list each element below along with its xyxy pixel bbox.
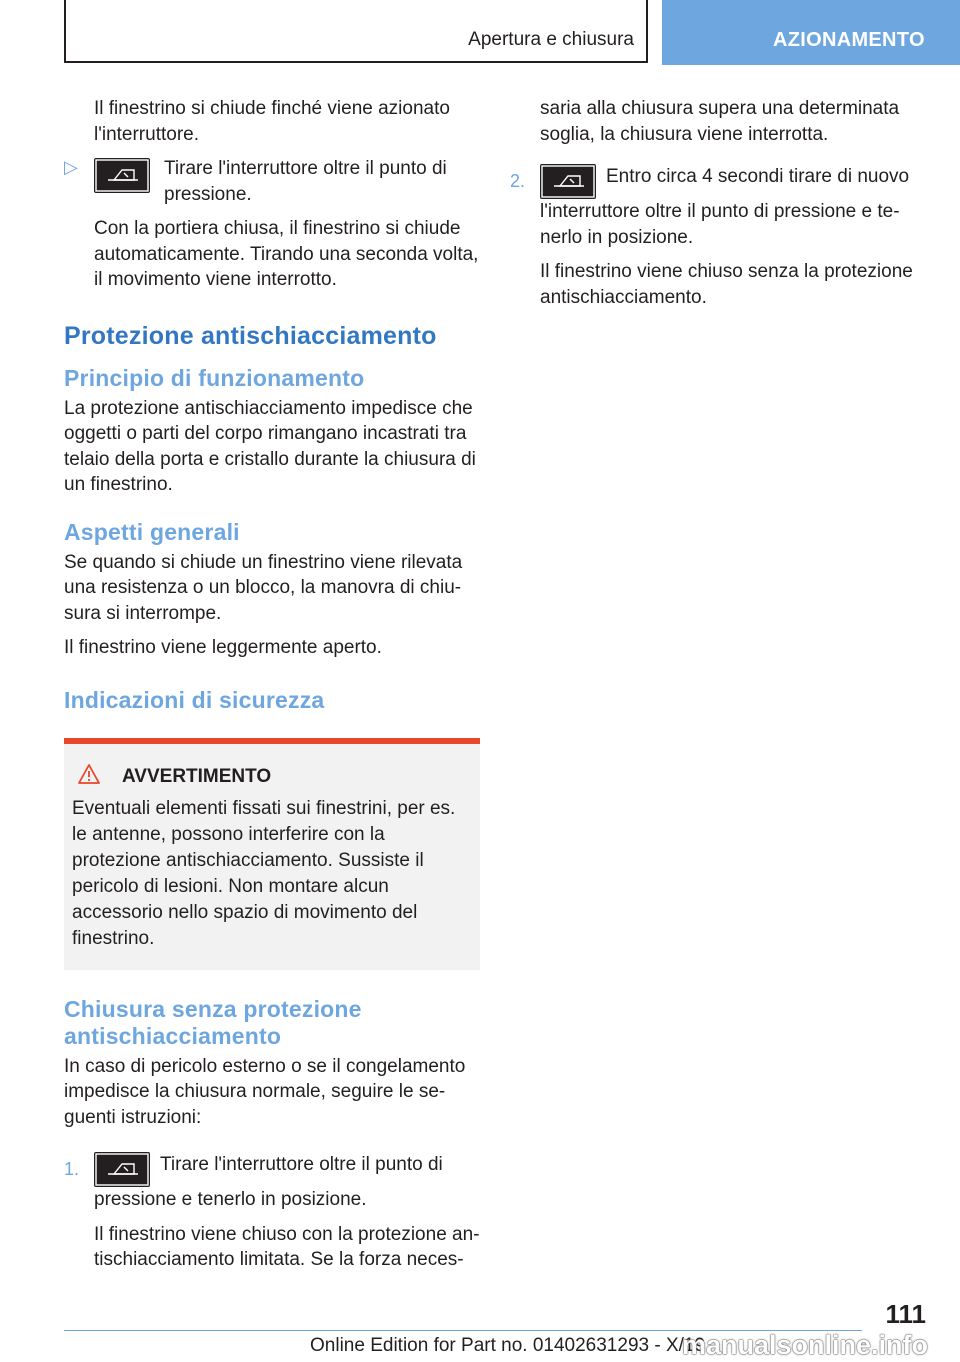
left-column bbox=[64, 96, 480, 1273]
watermark: manualsonline.info bbox=[682, 1330, 929, 1360]
warning-text: Eventuali elementi fissati sui finestrini, per es. le antenne, possono interferire con la protezione antischiacciamento. Sussiste il pericolo di lesioni. Non montare alcun accessorio nello spazio di movimento del finestrino. bbox=[72, 797, 456, 949]
continued-paragraph: saria alla chiusura supera una determinata soglia, la chiusura viene interrotta. bbox=[540, 98, 900, 145]
window-switch-icon bbox=[94, 1152, 150, 1187]
step-2 bbox=[510, 164, 926, 310]
right-column bbox=[510, 96, 926, 310]
section-title: Apertura e chiusura bbox=[468, 29, 634, 50]
warning-title: AVVERTIMENTO bbox=[122, 765, 272, 787]
heading-closing: Chiusura senza protezione antischiacciamento bbox=[64, 995, 362, 1049]
footer-edition: Online Edition for Part no. 01402631293 - X/19 bbox=[310, 1335, 706, 1356]
step-1-number: 1. bbox=[64, 1159, 80, 1179]
warning-triangle-icon bbox=[78, 764, 100, 790]
intro-paragraph: Il finestrino si chiude finché viene azionato l'interruttore. bbox=[94, 98, 450, 145]
step-2-follow: Il finestrino viene chiuso senza la protezione antischiacciamento. bbox=[540, 261, 913, 308]
step-1-follow: Il finestrino viene chiuso con la protezione antischiacciamento limitata. Se la forza neces- bbox=[94, 1223, 480, 1270]
step-1 bbox=[64, 1152, 480, 1273]
general-paragraph-1: Se quando si chiude un finestrino viene rilevata una resistenza o un blocco, la manovra di chiusura si interrompe. bbox=[64, 551, 463, 624]
page-number: 111 bbox=[885, 1299, 926, 1329]
warning-header bbox=[72, 764, 472, 790]
header-section-box bbox=[64, 0, 648, 63]
bullet-marker: ▷ bbox=[64, 157, 78, 177]
principle-paragraph: La protezione antischiacciamento impedisce che oggetti o parti del corpo rimangano incastrati tra telaio della porta e cristallo durante la chiusura di un finestrino. bbox=[64, 397, 476, 495]
window-switch-icon bbox=[540, 164, 596, 199]
bullet-item bbox=[64, 156, 480, 207]
step-2-number: 2. bbox=[510, 171, 526, 191]
window-switch-icon bbox=[94, 158, 150, 193]
main-heading: Protezione antischiacciamento bbox=[64, 321, 437, 350]
bullet-follow-text: Con la portiera chiusa, il finestrino si chiude automaticamente. Tirando una seconda volta, il movimento viene interrotto. bbox=[94, 218, 479, 290]
step-2-text bbox=[540, 164, 926, 250]
step-1-text bbox=[94, 1152, 480, 1213]
general-paragraph-2: Il finestrino viene leggermente aperto. bbox=[64, 637, 382, 658]
chapter-title: AZIONAMENTO bbox=[773, 29, 925, 51]
bullet-text: Tirare l'interruttore oltre il punto di pressione. bbox=[164, 158, 447, 205]
step-2-label: Entro circa 4 secondi tirare di nuovo l'interruttore oltre il punto di pressione e tenerlo in posizione. bbox=[540, 166, 910, 248]
step-1-label: Tirare l'interruttore oltre il punto di pressione e tenerlo in posizione. bbox=[94, 1154, 443, 1210]
heading-safety: Indicazioni di sicurezza bbox=[64, 686, 325, 713]
heading-general: Aspetti generali bbox=[64, 518, 240, 545]
heading-principle: Principio di funzionamento bbox=[64, 364, 365, 391]
closing-paragraph: In caso di pericolo esterno o se il congelamento impedisce la chiusura normale, seguire le seguenti istruzioni: bbox=[64, 1055, 466, 1128]
chapter-tab bbox=[662, 0, 960, 65]
warning-box bbox=[64, 738, 480, 970]
